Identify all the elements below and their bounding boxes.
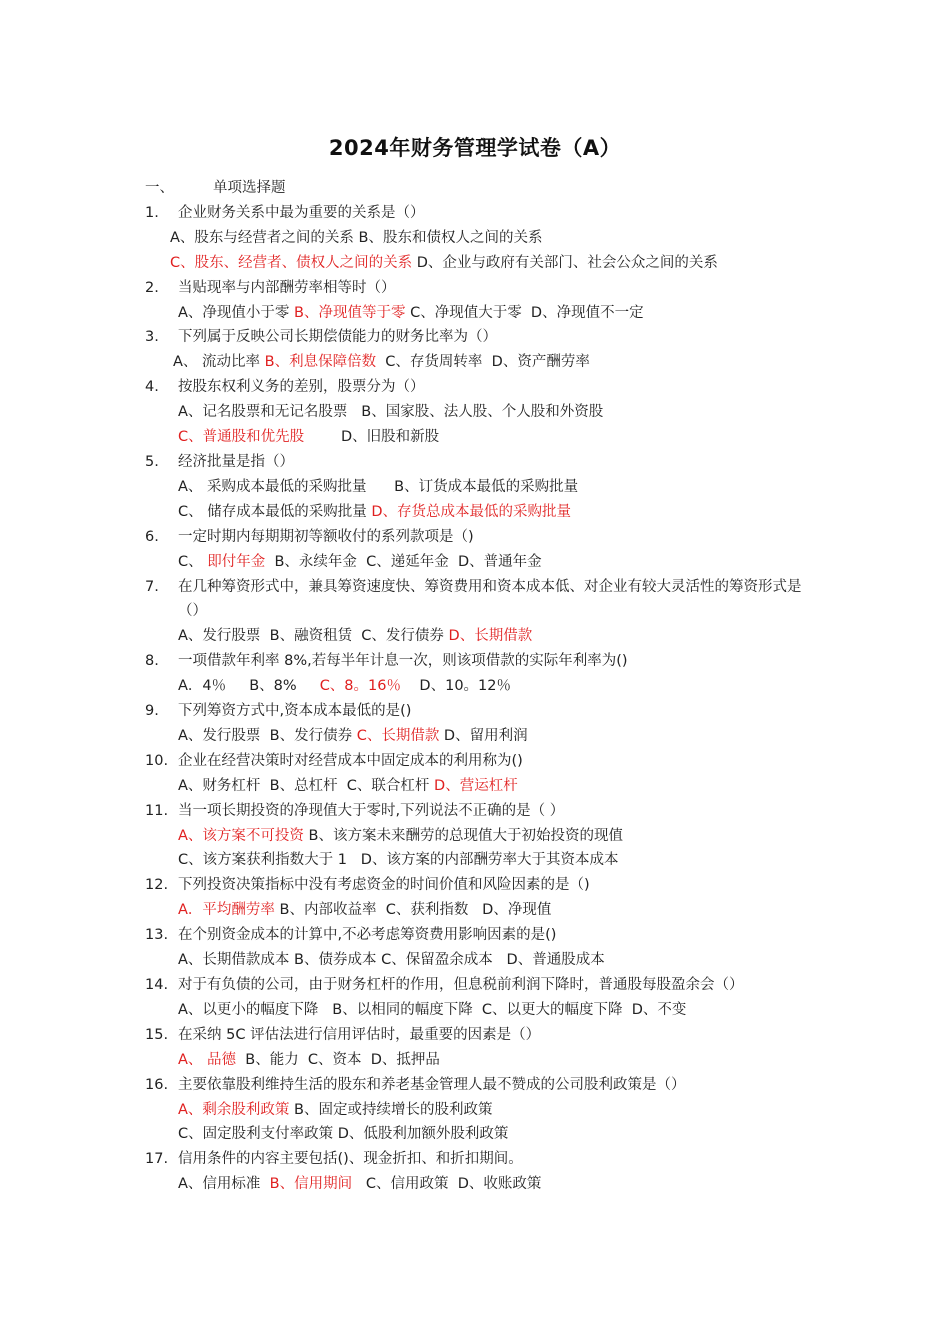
answer-options-line	[145, 848, 815, 873]
answer-options-line	[145, 1048, 815, 1073]
question-number: 3.	[145, 329, 159, 346]
answer-options-line	[145, 350, 815, 375]
question-number: 17.	[145, 1151, 169, 1168]
question-number: 5.	[145, 453, 159, 470]
question-number: 12.	[145, 877, 169, 894]
option-text: A、净现值小于零	[178, 304, 295, 321]
question-number: 9.	[145, 703, 159, 720]
option-text: B、永续年金 C、递延年金 D、普通年金	[265, 553, 542, 570]
question-item	[145, 201, 815, 226]
question-item	[145, 276, 815, 301]
question-number: 6.	[145, 528, 159, 545]
question-stem: 经济批量是指（）	[178, 453, 294, 470]
answer-options-line	[145, 400, 815, 425]
correct-answer-text: D、存货总成本最低的采购批量	[371, 503, 572, 520]
option-text: A．4％ B、8%	[178, 678, 320, 695]
option-text: B、能力 C、资本 D、抵押品	[236, 1051, 440, 1068]
question-item	[145, 1023, 815, 1048]
answer-options-line	[145, 824, 815, 849]
question-item	[145, 649, 815, 674]
answer-options-line	[145, 898, 815, 923]
question-stem: 当一项长期投资的净现值大于零时,下列说法不正确的是（ ）	[178, 802, 565, 819]
correct-answer-text: A、剩余股利政策	[178, 1101, 290, 1118]
correct-answer-text: B、利息保障倍数	[264, 354, 377, 371]
section-heading	[145, 176, 815, 201]
question-item	[145, 325, 815, 350]
question-stem: 按股东权利义务的差别，股票分为（）	[178, 379, 425, 396]
correct-answer-text: D、营运杠杆	[434, 777, 518, 794]
page-title: 2024年财务管理学试卷（A）	[328, 136, 622, 160]
option-text: C、存货周转率 D、资产酬劳率	[376, 354, 590, 371]
correct-answer-text: A、该方案不可投资	[178, 827, 304, 844]
question-stem: 下列筹资方式中,资本成本最低的是()	[178, 703, 412, 720]
section-number: 一、	[145, 180, 174, 196]
question-item	[145, 375, 815, 400]
answer-options-line	[145, 774, 815, 799]
option-text: A、 采购成本最低的采购批量 B、订货成本最低的采购批量	[178, 478, 579, 495]
correct-answer-text: 即付年金	[207, 553, 266, 570]
correct-answer-text: B、信用期间	[269, 1176, 353, 1193]
question-number: 2.	[145, 279, 159, 296]
correct-answer-text: C、股东、经营者、债权人之间的关系	[170, 254, 413, 271]
option-text: A、信用标准	[178, 1176, 270, 1193]
option-text: A、发行股票 B、发行债券	[178, 727, 357, 744]
option-text: C、净现值大于零 D、净现值不一定	[405, 304, 644, 321]
question-stem: 当贴现率与内部酬劳率相等时（）	[178, 279, 396, 296]
answer-options-line	[145, 226, 815, 251]
question-item	[145, 923, 815, 948]
question-stem: 企业财务关系中最为重要的关系是（）	[178, 204, 425, 221]
option-text: C、	[178, 553, 208, 570]
question-stem: 一项借款年利率 8%,若每半年计息一次，则该项借款的实际年利率为()	[178, 653, 628, 670]
question-number: 13.	[145, 927, 169, 944]
correct-answer-text: D、长期借款	[448, 628, 533, 645]
question-stem: 在几种筹资形式中，兼具筹资速度快、筹资费用和资本成本低、对企业有较大灵活性的筹资形式是（）	[178, 578, 802, 620]
question-stem: 下列投资决策指标中没有考虑资金的时间价值和风险因素的是（)	[178, 877, 590, 894]
question-number: 1.	[145, 204, 159, 221]
question-number: 4.	[145, 379, 159, 396]
option-text: D、留用利润	[439, 727, 528, 744]
correct-answer-text: A、 品德	[178, 1051, 237, 1068]
option-text: B、固定或持续增长的股利政策	[289, 1101, 493, 1118]
question-stem: 对于有负债的公司，由于财务杠杆的作用，但息税前利润下降时，普通股每股盈余会（）	[178, 977, 744, 993]
question-stem: 下列属于反映公司长期偿债能力的财务比率为（）	[178, 329, 497, 346]
question-number: 10.	[145, 752, 169, 769]
answer-options-line	[145, 624, 815, 649]
option-text: A、发行股票 B、融资租赁 C、发行债券	[178, 628, 449, 645]
question-number: 14.	[145, 977, 169, 993]
question-item	[145, 1147, 815, 1172]
answer-options-line	[145, 475, 815, 500]
question-item	[145, 525, 815, 550]
option-text: A、记名股票和无记名股票 B、国家股、法人股、个人股和外资股	[178, 404, 604, 421]
option-text: D、旧股和新股	[304, 429, 440, 446]
option-text: B、该方案未来酬劳的总现值大于初始投资的现值	[303, 827, 623, 844]
answer-options-line	[145, 550, 815, 575]
question-stem: 信用条件的内容主要包括()、现金折扣、和折扣期间。	[178, 1151, 523, 1168]
answer-options-line	[145, 1122, 815, 1147]
question-number: 15.	[145, 1026, 169, 1043]
question-item	[145, 1073, 815, 1098]
question-item	[145, 749, 815, 774]
answer-options-line	[145, 674, 815, 699]
question-item	[145, 799, 815, 824]
option-text: A、以更小的幅度下降 B、以相同的幅度下降 C、以更大的幅度下降 D、不变	[178, 1001, 687, 1018]
question-stem: 主要依靠股利维持生活的股东和养老基金管理人最不赞成的公司股利政策是（）	[178, 1076, 686, 1093]
question-number: 8.	[145, 653, 159, 670]
answer-options-line	[145, 251, 815, 276]
answer-options-line	[145, 1172, 815, 1197]
answer-options-line	[145, 425, 815, 450]
option-text: B、内部收益率 C、获利指数 D、净现值	[274, 902, 552, 919]
question-stem: 在采纳 5C 评估法进行信用评估时，最重要的因素是（）	[178, 1026, 541, 1043]
question-item	[145, 450, 815, 475]
question-number: 16.	[145, 1076, 169, 1093]
option-text: C、该方案获利指数大于 1 D、该方案的内部酬劳率大于其资本成本	[178, 852, 619, 869]
question-number: 11.	[145, 802, 169, 819]
question-stem: 在个别资金成本的计算中,不必考虑筹资费用影响因素的是()	[178, 927, 557, 944]
option-text: D、企业与政府有关部门、社会公众之间的关系	[412, 254, 718, 271]
question-list	[145, 176, 815, 1197]
correct-answer-text: C、普通股和优先股	[178, 429, 305, 446]
correct-answer-text: A．平均酬劳率	[178, 902, 275, 919]
correct-answer-text: B、净现值等于零	[294, 304, 406, 321]
option-text: A、 流动比率	[173, 354, 265, 371]
question-item	[145, 699, 815, 724]
option-text: A、长期借款成本 B、债券成本 C、保留盈余成本 D、普通股成本	[178, 952, 605, 969]
correct-answer-text: C、8。16％	[319, 678, 401, 695]
question-item	[145, 873, 815, 898]
answer-options-line	[145, 998, 815, 1023]
question-stem: 企业在经营决策时对经营成本中固定成本的利用称为()	[178, 752, 523, 769]
section-label: 单项选择题	[213, 180, 286, 196]
question-item	[145, 575, 815, 625]
answer-options-line	[145, 301, 815, 326]
answer-options-line	[145, 724, 815, 749]
option-text: C、 储存成本最低的采购批量	[178, 503, 372, 520]
option-text: C、信用政策 D、收账政策	[352, 1176, 542, 1193]
option-text: A、财务杠杆 B、总杠杆 C、联合杠杆	[178, 777, 435, 794]
option-text: D、10。12％	[401, 678, 512, 695]
answer-options-line	[145, 948, 815, 973]
answer-options-line	[145, 1098, 815, 1123]
answer-options-line	[145, 500, 815, 525]
question-number: 7.	[145, 578, 159, 595]
option-text: C、固定股利支付率政策 D、低股利加额外股利政策	[178, 1126, 509, 1143]
correct-answer-text: C、长期借款	[356, 727, 440, 744]
question-item	[145, 973, 815, 998]
option-text: A、股东与经营者之间的关系 B、股东和债权人之间的关系	[170, 229, 543, 246]
question-stem: 一定时期内每期期初等额收付的系列款项是（)	[178, 528, 474, 545]
